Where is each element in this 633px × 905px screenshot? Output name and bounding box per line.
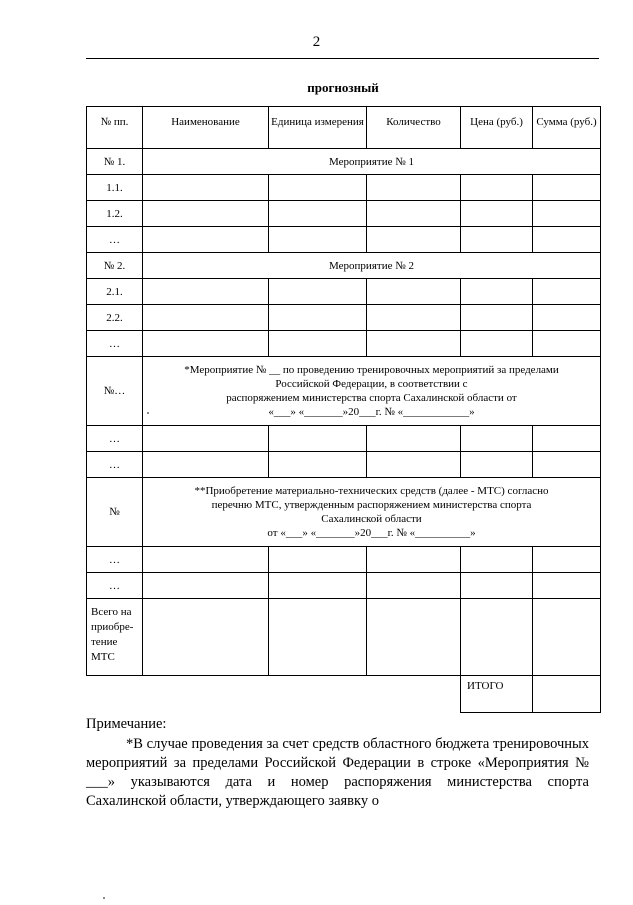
cell-price[interactable] xyxy=(461,227,533,253)
cell-name[interactable] xyxy=(143,452,269,478)
table-row xyxy=(87,426,601,452)
cell-sum[interactable] xyxy=(533,201,601,227)
header-unit: Единица измерения xyxy=(269,107,367,149)
cell-sum[interactable] xyxy=(533,426,601,452)
table-row xyxy=(87,452,601,478)
mtc-label-line: приобре- xyxy=(91,621,134,633)
cell-quantity[interactable] xyxy=(367,227,461,253)
header-rule xyxy=(86,58,599,59)
cell-quantity[interactable] xyxy=(367,599,461,676)
cell-name[interactable] xyxy=(143,279,269,305)
event-description-line: Сахалинской области xyxy=(321,513,422,525)
cell-name[interactable] xyxy=(143,305,269,331)
mtc-label-line: МТС xyxy=(91,651,115,663)
event-description-line: перечню МТС, утвержденным распоряжением министерства спорта xyxy=(211,499,532,511)
event-description-line: распоряжением министерства спорта Сахалинской области от xyxy=(226,392,517,404)
cell-unit[interactable] xyxy=(269,279,367,305)
table-header-row xyxy=(87,107,601,149)
event-number: № 1. xyxy=(87,149,143,175)
cell-sum[interactable] xyxy=(533,573,601,599)
cell-unit[interactable] xyxy=(269,331,367,357)
note-heading: Примечание: xyxy=(86,716,167,732)
cell-sum[interactable] xyxy=(533,331,601,357)
cell-unit[interactable] xyxy=(269,599,367,676)
cell-quantity[interactable] xyxy=(367,279,461,305)
cell-unit[interactable] xyxy=(269,175,367,201)
cell-name[interactable] xyxy=(143,547,269,573)
event-description-line: **Приобретение материально-технических средств (далее - МТС) согласно xyxy=(194,485,549,497)
row-number: … xyxy=(87,426,143,452)
row-number: 1.1. xyxy=(87,175,143,201)
cell-quantity[interactable] xyxy=(367,175,461,201)
cell-unit[interactable] xyxy=(269,227,367,253)
event-row xyxy=(87,357,601,426)
event-row xyxy=(87,478,601,547)
row-number: … xyxy=(87,573,143,599)
event-description-line: Российской Федерации, в соответствии с xyxy=(275,378,468,390)
header-quantity: Количество xyxy=(367,107,461,149)
cell-price[interactable] xyxy=(461,599,533,676)
event-description xyxy=(143,357,601,426)
event-title: Мероприятие № 1 xyxy=(143,149,601,175)
event-description-line: «___» «_______»20___г. № «____________» xyxy=(268,406,475,418)
row-number: … xyxy=(87,547,143,573)
row-number: 2.2. xyxy=(87,305,143,331)
cell-price[interactable] xyxy=(461,279,533,305)
scan-speck xyxy=(103,897,105,899)
cell-name[interactable] xyxy=(143,201,269,227)
cell-quantity[interactable] xyxy=(367,331,461,357)
event-number: №… xyxy=(87,357,143,426)
header-price: Цена (руб.) xyxy=(461,107,533,149)
table-row xyxy=(87,331,601,357)
table-title: прогнозный xyxy=(307,80,379,95)
mtc-total-row xyxy=(87,599,601,676)
event-description-line: *Мероприятие № __ по проведению тренировочных мероприятий за пределами xyxy=(184,364,559,376)
budget-table xyxy=(86,106,601,713)
cell-quantity[interactable] xyxy=(367,452,461,478)
event-number: № 2. xyxy=(87,253,143,279)
row-number: … xyxy=(87,452,143,478)
event-row xyxy=(87,149,601,175)
header-sum: Сумма (руб.) xyxy=(533,107,601,149)
cell-price[interactable] xyxy=(461,331,533,357)
cell-price[interactable] xyxy=(461,452,533,478)
cell-price[interactable] xyxy=(461,573,533,599)
table-row xyxy=(87,547,601,573)
grand-total-label: ИТОГО xyxy=(461,676,533,713)
cell-sum[interactable] xyxy=(533,305,601,331)
table-row xyxy=(87,227,601,253)
cell-sum[interactable] xyxy=(533,599,601,676)
event-number: № xyxy=(87,478,143,547)
event-description-line: от «___» «_______»20___г. № «__________» xyxy=(267,527,476,539)
cell-name[interactable] xyxy=(143,227,269,253)
cell-sum[interactable] xyxy=(533,175,601,201)
event-title: Мероприятие № 2 xyxy=(143,253,601,279)
cell-quantity[interactable] xyxy=(367,201,461,227)
table-row xyxy=(87,573,601,599)
cell-unit[interactable] xyxy=(269,201,367,227)
table-row xyxy=(87,175,601,201)
cell-sum[interactable] xyxy=(533,452,601,478)
event-description xyxy=(143,478,601,547)
cell-price[interactable] xyxy=(461,426,533,452)
cell-price[interactable] xyxy=(461,201,533,227)
row-number: … xyxy=(87,227,143,253)
row-number: 2.1. xyxy=(87,279,143,305)
cell-name[interactable] xyxy=(143,175,269,201)
table-row xyxy=(87,201,601,227)
cell-sum[interactable] xyxy=(533,547,601,573)
cell-name[interactable] xyxy=(143,426,269,452)
page-number: 2 xyxy=(312,34,321,50)
cell-sum[interactable] xyxy=(533,227,601,253)
cell-unit[interactable] xyxy=(269,547,367,573)
mtc-label-line: Всего на xyxy=(91,606,132,618)
row-number: … xyxy=(87,331,143,357)
cell-unit[interactable] xyxy=(269,452,367,478)
cell-price[interactable] xyxy=(461,175,533,201)
grand-total-value[interactable] xyxy=(533,676,601,713)
cell-quantity[interactable] xyxy=(367,547,461,573)
cell-name[interactable] xyxy=(143,573,269,599)
cell-name[interactable] xyxy=(143,599,269,676)
cell-quantity[interactable] xyxy=(367,426,461,452)
cell-unit[interactable] xyxy=(269,305,367,331)
cell-unit[interactable] xyxy=(269,573,367,599)
mtc-total-label xyxy=(87,599,143,676)
cell-unit[interactable] xyxy=(269,426,367,452)
cell-price[interactable] xyxy=(461,305,533,331)
table-row xyxy=(87,279,601,305)
grand-total-row xyxy=(87,676,601,713)
note-text: *В случае проведения за счет средств областного бюджета тренировочных мероприятий за пределами Российской Федерации в строке «Мероприятия № ___» указываются дата и номер распоряжения министерства спорта Сахалинской области, утверждающего заявку о xyxy=(86,736,589,809)
header-num: № пп. xyxy=(87,107,143,149)
cell-sum[interactable] xyxy=(533,279,601,305)
row-number: 1.2. xyxy=(87,201,143,227)
scan-speck xyxy=(147,412,149,414)
cell-quantity[interactable] xyxy=(367,573,461,599)
cell-name[interactable] xyxy=(143,331,269,357)
mtc-label-line: тение xyxy=(91,636,118,648)
event-row xyxy=(87,253,601,279)
table-row xyxy=(87,305,601,331)
cell-price[interactable] xyxy=(461,547,533,573)
note-body xyxy=(86,735,589,811)
header-name: Наименование xyxy=(143,107,269,149)
cell-quantity[interactable] xyxy=(367,305,461,331)
